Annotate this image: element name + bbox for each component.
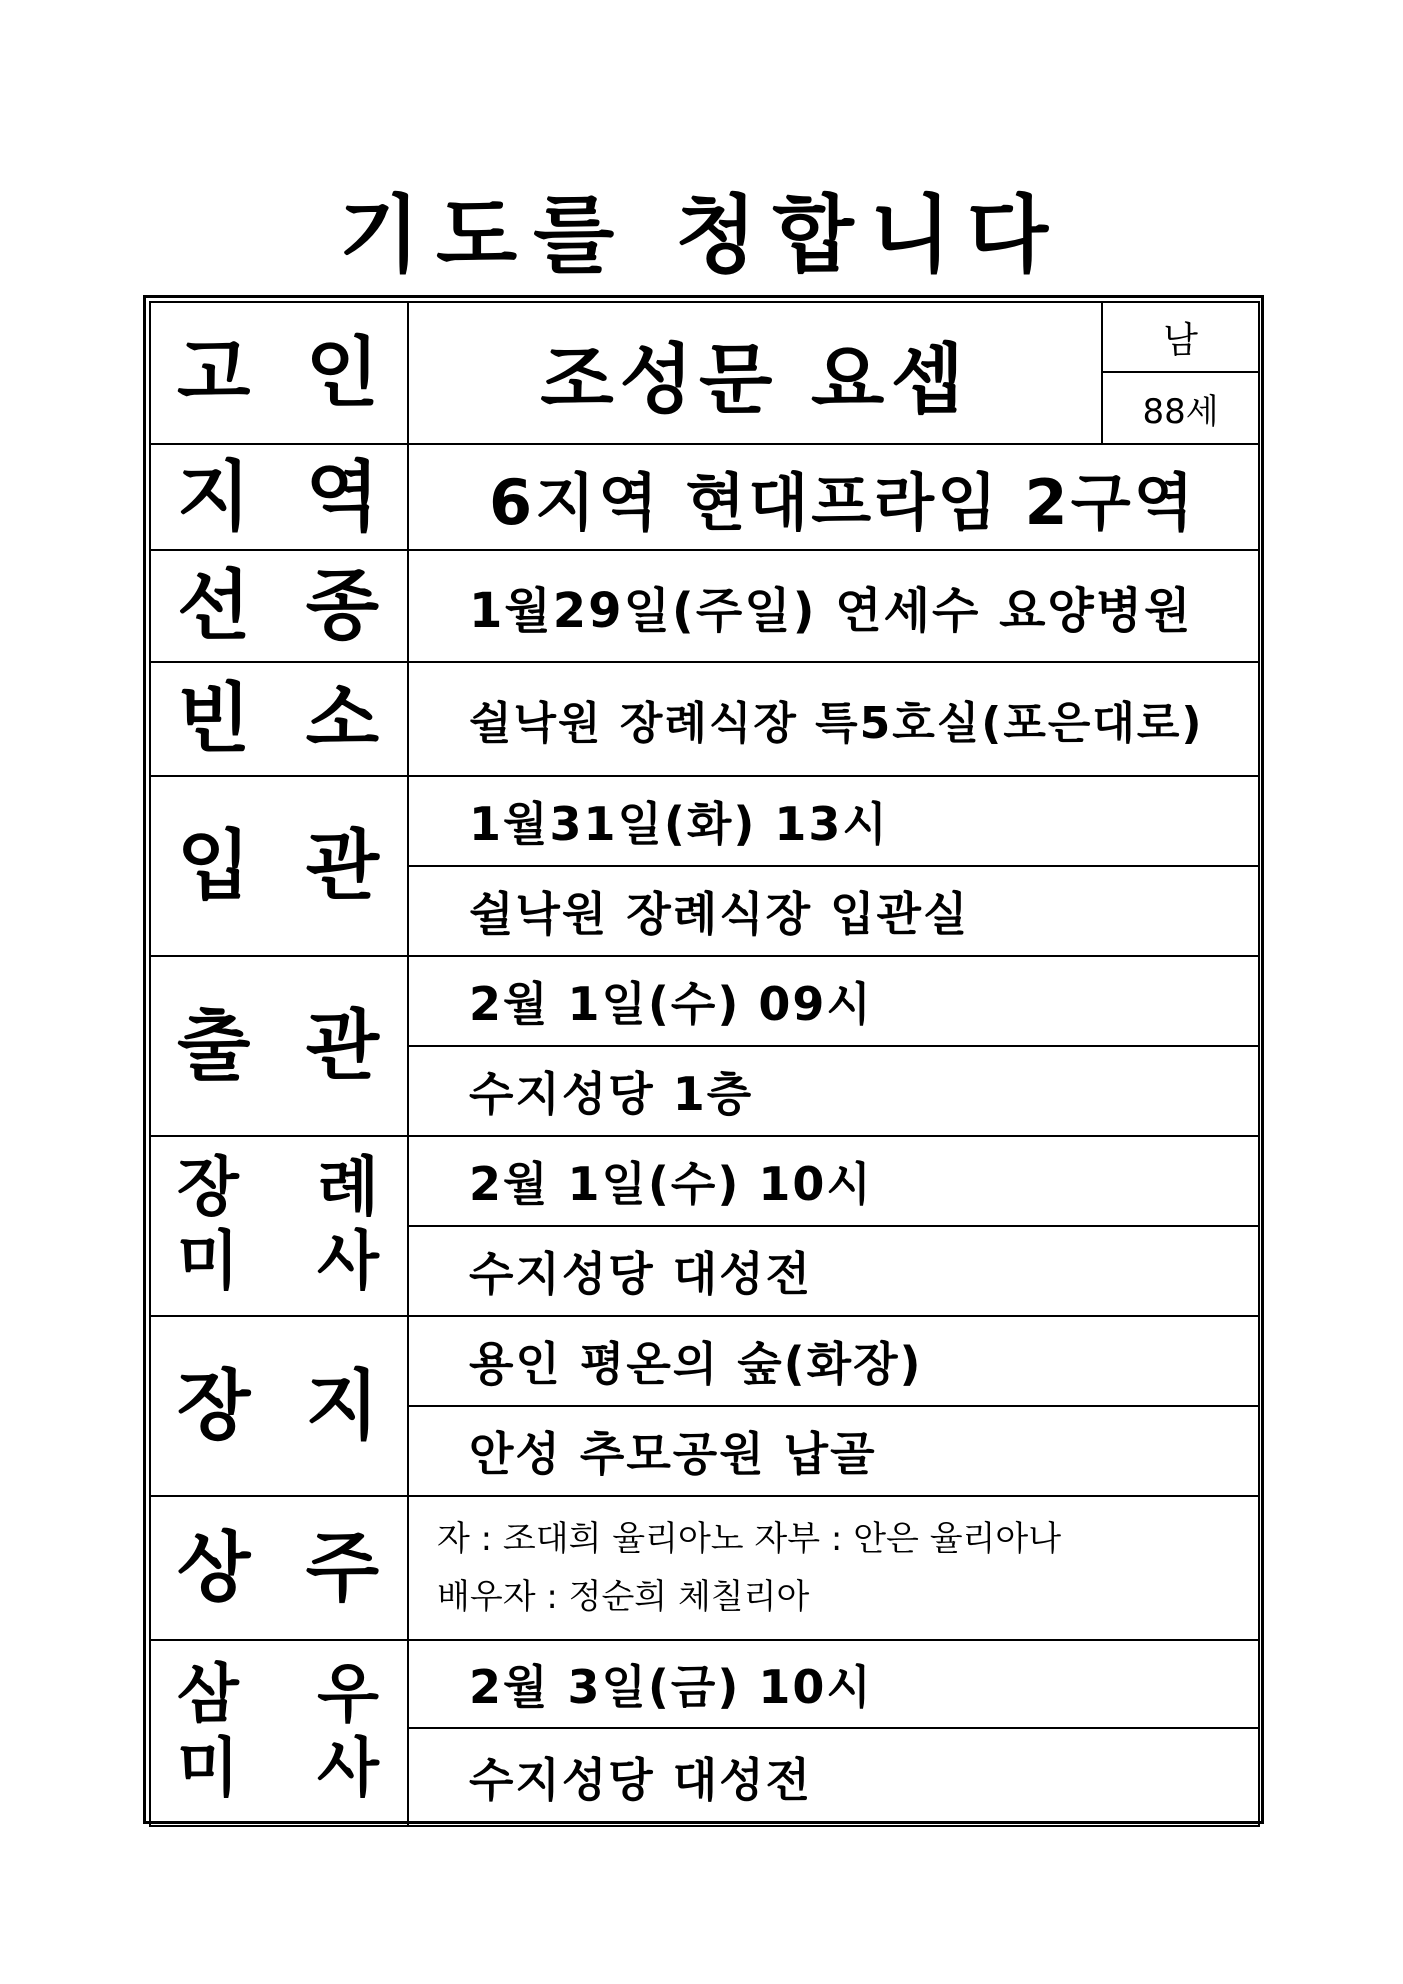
burial-place-1: 용인 평온의 숲(화장) <box>408 1316 1259 1406</box>
funeral-mass-place: 수지성당 대성전 <box>408 1226 1259 1316</box>
row-region <box>150 444 1259 550</box>
label-mourners: 상 주 <box>150 1496 408 1640</box>
departure-time: 2월 1일(수) 09시 <box>408 956 1259 1046</box>
third-day-mass-place: 수지성당 대성전 <box>408 1728 1259 1826</box>
row-mourners <box>150 1496 1259 1640</box>
third-day-mass-time: 2월 3일(금) 10시 <box>408 1640 1259 1728</box>
row-encoffinment <box>150 776 1259 866</box>
death-value: 1월29일(주일) 연세수 요양병원 <box>408 550 1259 662</box>
encoffinment-place: 쉴낙원 장례식장 입관실 <box>408 866 1259 956</box>
funeral-notice-table <box>149 301 1260 1827</box>
row-departure <box>150 956 1259 1046</box>
label-encoffinment: 입 관 <box>150 776 408 956</box>
encoffinment-time: 1월31일(화) 13시 <box>408 776 1259 866</box>
row-mortuary <box>150 662 1259 776</box>
deceased-name: 조성문 요셉 <box>408 302 1102 444</box>
row-third-day-mass <box>150 1640 1259 1728</box>
burial-place-2: 안성 추모공원 납골 <box>408 1406 1259 1496</box>
label-third-day-mass: 삼 우 미 사 <box>150 1640 408 1826</box>
departure-place: 수지성당 1층 <box>408 1046 1259 1136</box>
page-title: 기도를 청합니다 <box>338 186 1065 284</box>
row-death <box>150 550 1259 662</box>
region-value: 6지역 현대프라임 2구역 <box>408 444 1259 550</box>
label-deceased: 고 인 <box>150 302 408 444</box>
label-funeral-mass: 장 례 미 사 <box>150 1136 408 1316</box>
deceased-gender: 남 <box>1102 302 1259 372</box>
row-funeral-mass <box>150 1136 1259 1226</box>
mourners-line-2: 배우자 : 정순희 체칠리아 <box>437 1577 810 1617</box>
label-death: 선 종 <box>150 550 408 662</box>
mourners-value <box>408 1496 1259 1640</box>
row-burial <box>150 1316 1259 1406</box>
deceased-age: 88세 <box>1102 372 1259 444</box>
row-deceased <box>150 302 1259 372</box>
mortuary-value: 쉴낙원 장례식장 특5호실(포은대로) <box>408 662 1259 776</box>
label-departure: 출 관 <box>150 956 408 1136</box>
label-mortuary: 빈 소 <box>150 662 408 776</box>
label-region: 지 역 <box>150 444 408 550</box>
mourners-line-1: 자 : 조대희 율리아노 자부 : 안은 율리아나 <box>437 1519 1062 1559</box>
label-burial: 장 지 <box>150 1316 408 1496</box>
funeral-mass-time: 2월 1일(수) 10시 <box>408 1136 1259 1226</box>
